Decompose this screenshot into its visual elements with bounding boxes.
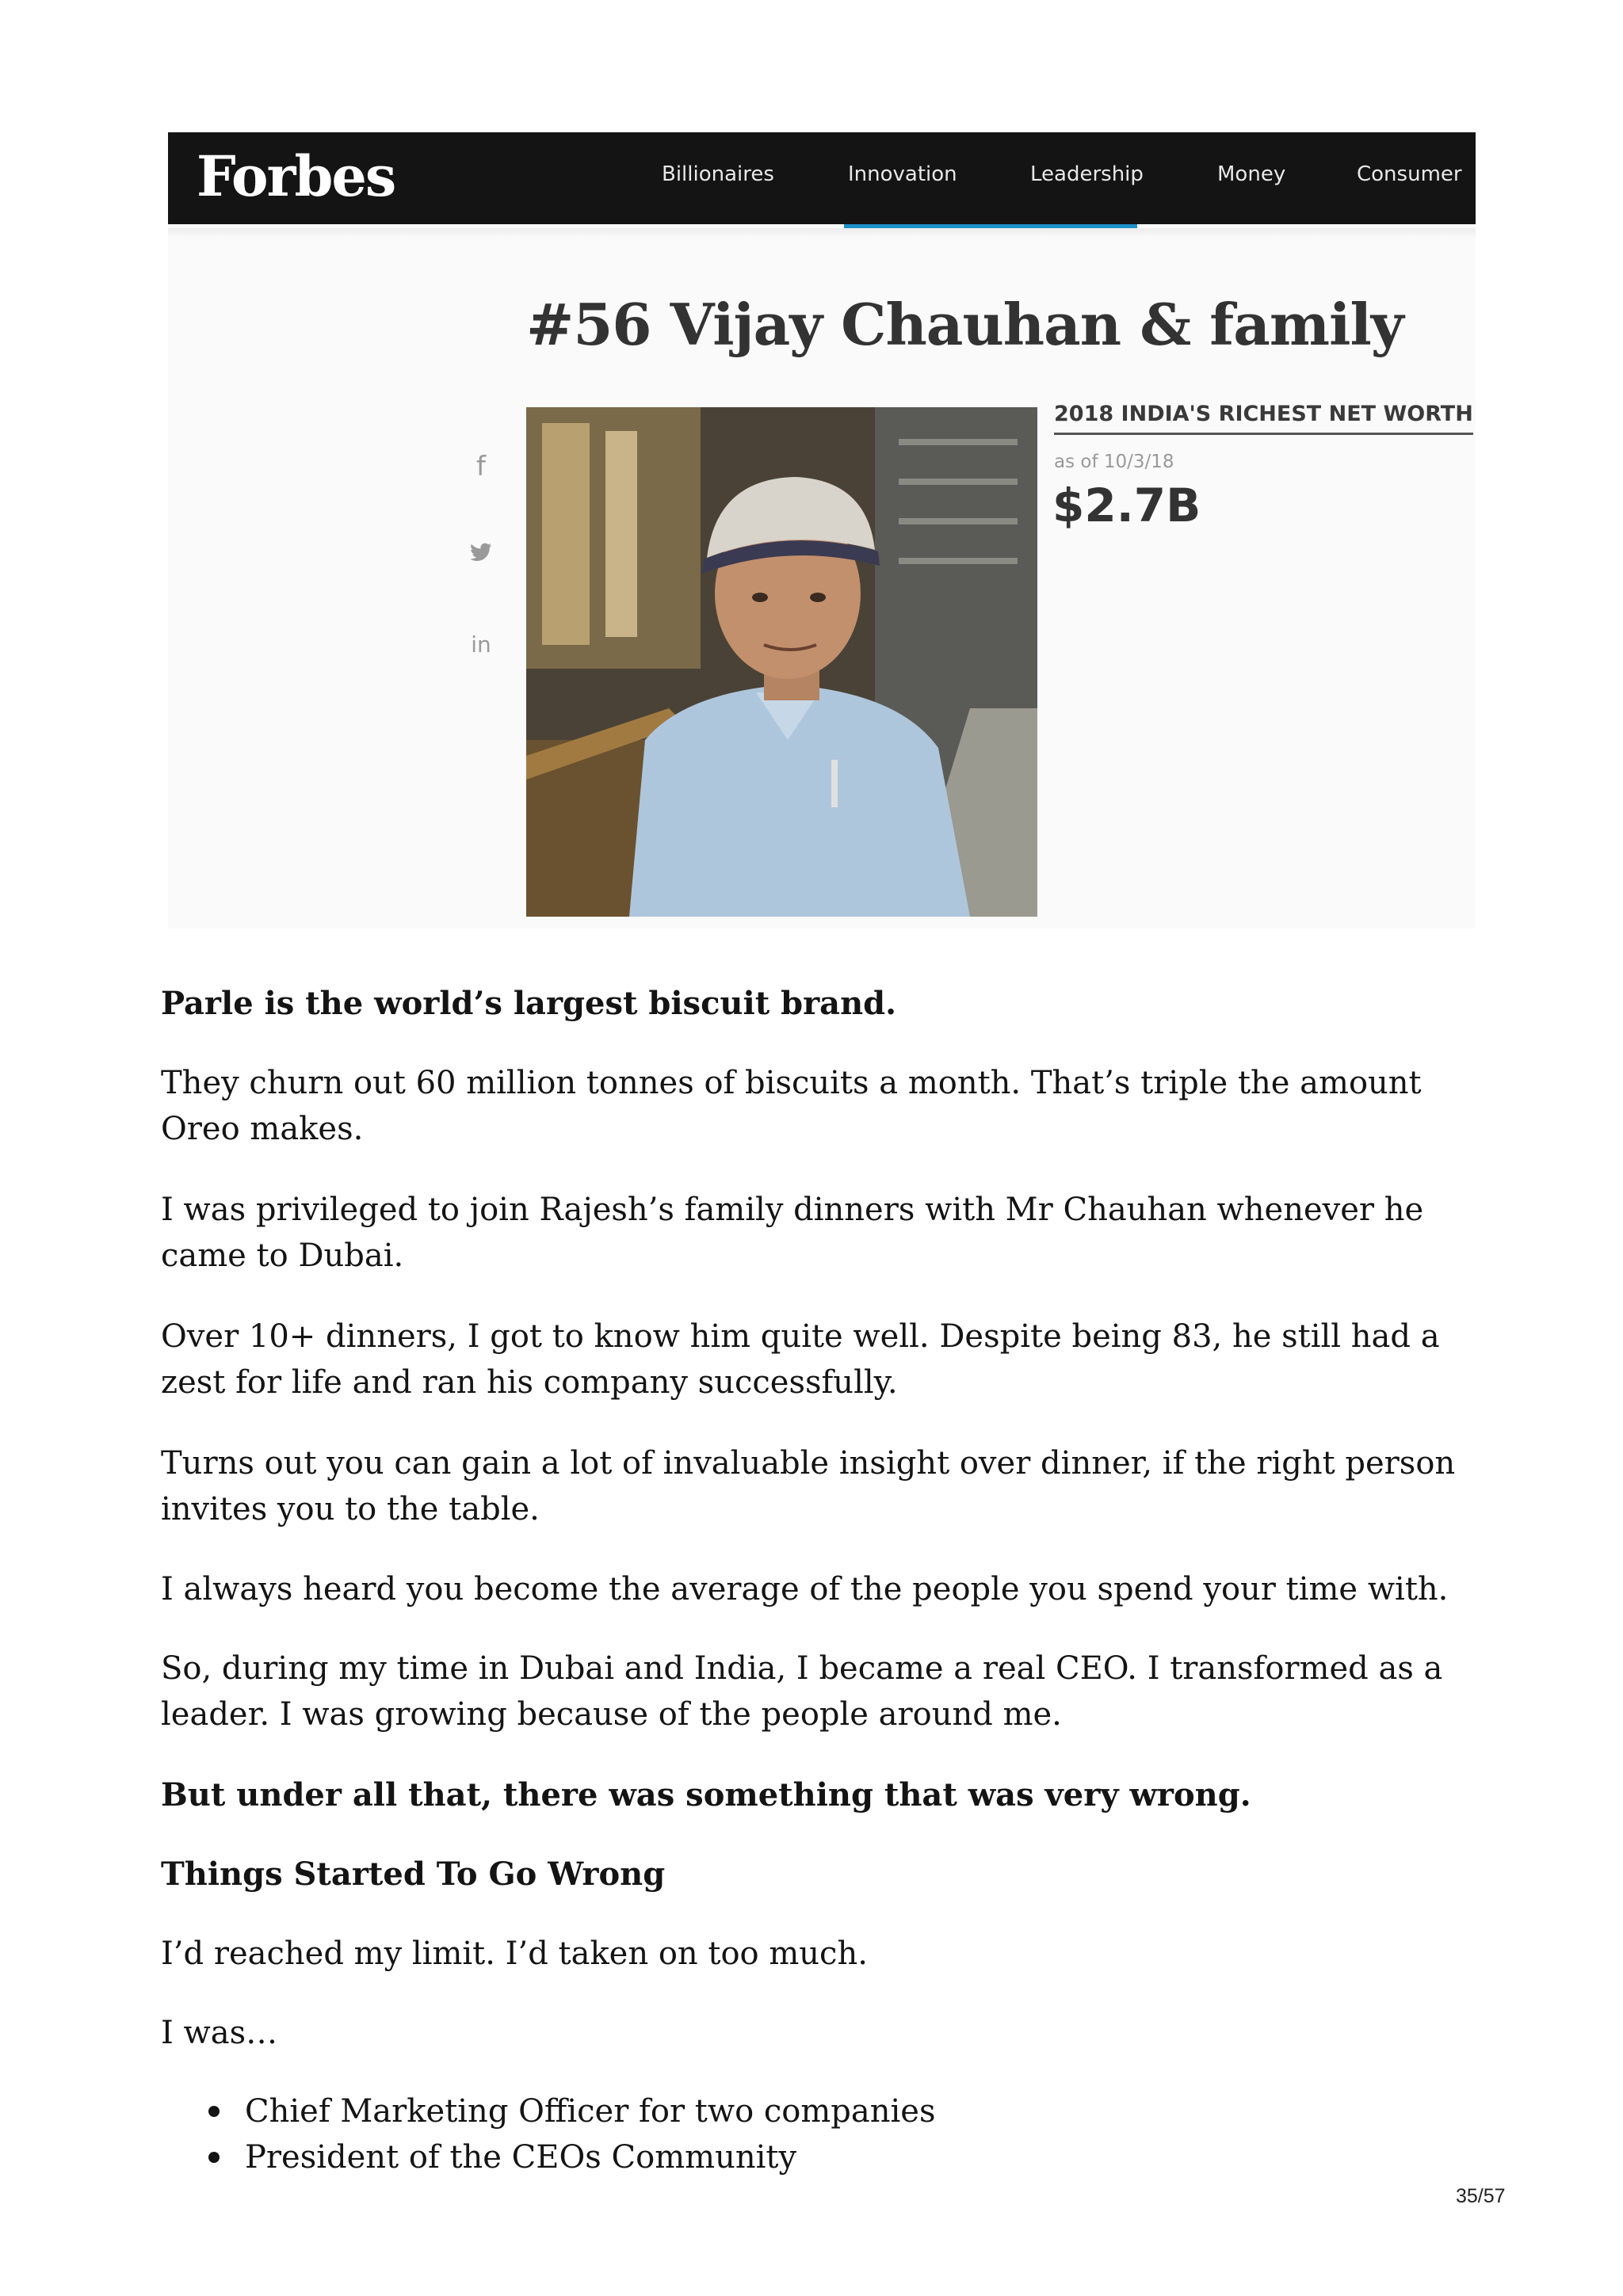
nav-item-money[interactable]: Money — [1217, 162, 1286, 186]
bullet-icon — [208, 2152, 220, 2163]
paragraph-10: I was… — [161, 2015, 278, 2051]
page-number: 35/57 — [1456, 2185, 1506, 2207]
paragraph-9: I’d reached my limit. I’d taken on too much. — [161, 1936, 868, 1972]
nav-item-innovation[interactable]: Innovation — [848, 162, 957, 186]
list-item-text: President of the CEOs Community — [245, 2139, 797, 2176]
profile-photo — [526, 407, 1037, 917]
forbes-logo: Forbes — [197, 143, 395, 209]
nav-item-leadership[interactable]: Leadership — [1030, 162, 1144, 186]
net-worth-value: $2.7B — [1052, 479, 1201, 532]
networth-label: 2018 INDIA'S RICHEST NET WORTH — [1054, 402, 1473, 435]
paragraph-4: Over 10+ dinners, I got to know him quite well. Despite being 83, he still had a zest for life and ran his company successfully. — [161, 1318, 1440, 1401]
forbes-nav-bar — [168, 132, 1476, 224]
bullet-list — [161, 2088, 1492, 2180]
paragraph-8: But under all that, there was something that was very wrong. — [161, 1776, 1251, 1814]
nav-item-billionaires[interactable]: Billionaires — [662, 162, 774, 186]
facebook-icon[interactable]: f — [476, 451, 486, 482]
paragraph-1: Parle is the world’s largest biscuit brand. — [161, 985, 897, 1022]
nav-shadow — [168, 228, 1476, 238]
linkedin-icon[interactable]: in — [471, 631, 491, 658]
profile-title: #56 Vijay Chauhan & family — [526, 291, 1403, 358]
paragraph-6: I always heard you become the average of the people you spend your time with. — [161, 1571, 1449, 1608]
nav-item-consumer[interactable]: Consumer — [1357, 162, 1462, 186]
paragraph-7: So, during my time in Dubai and India, I became a real CEO. I transformed as a leader. I was growing because of the people around me. — [161, 1650, 1443, 1733]
list-item — [161, 2088, 1492, 2134]
networth-date: as of 10/3/18 — [1054, 452, 1174, 472]
twitter-icon[interactable] — [461, 543, 501, 566]
paragraph-2: They churn out 60 million tonnes of biscuits a month. That’s triple the amount Oreo makes. — [161, 1065, 1422, 1147]
list-item-text: Chief Marketing Officer for two companies — [245, 2093, 936, 2130]
bullet-icon — [208, 2106, 220, 2117]
section-heading: Things Started To Go Wrong — [161, 1855, 666, 1893]
forbes-screenshot — [168, 132, 1476, 929]
paragraph-5: Turns out you can gain a lot of invaluable insight over dinner, if the right person invites you to the table. — [161, 1445, 1456, 1527]
list-item — [161, 2134, 1492, 2180]
paragraph-3: I was privileged to join Rajesh’s family dinners with Mr Chauhan whenever he came to Dubai. — [161, 1192, 1424, 1274]
photo-illustration — [526, 407, 1037, 917]
